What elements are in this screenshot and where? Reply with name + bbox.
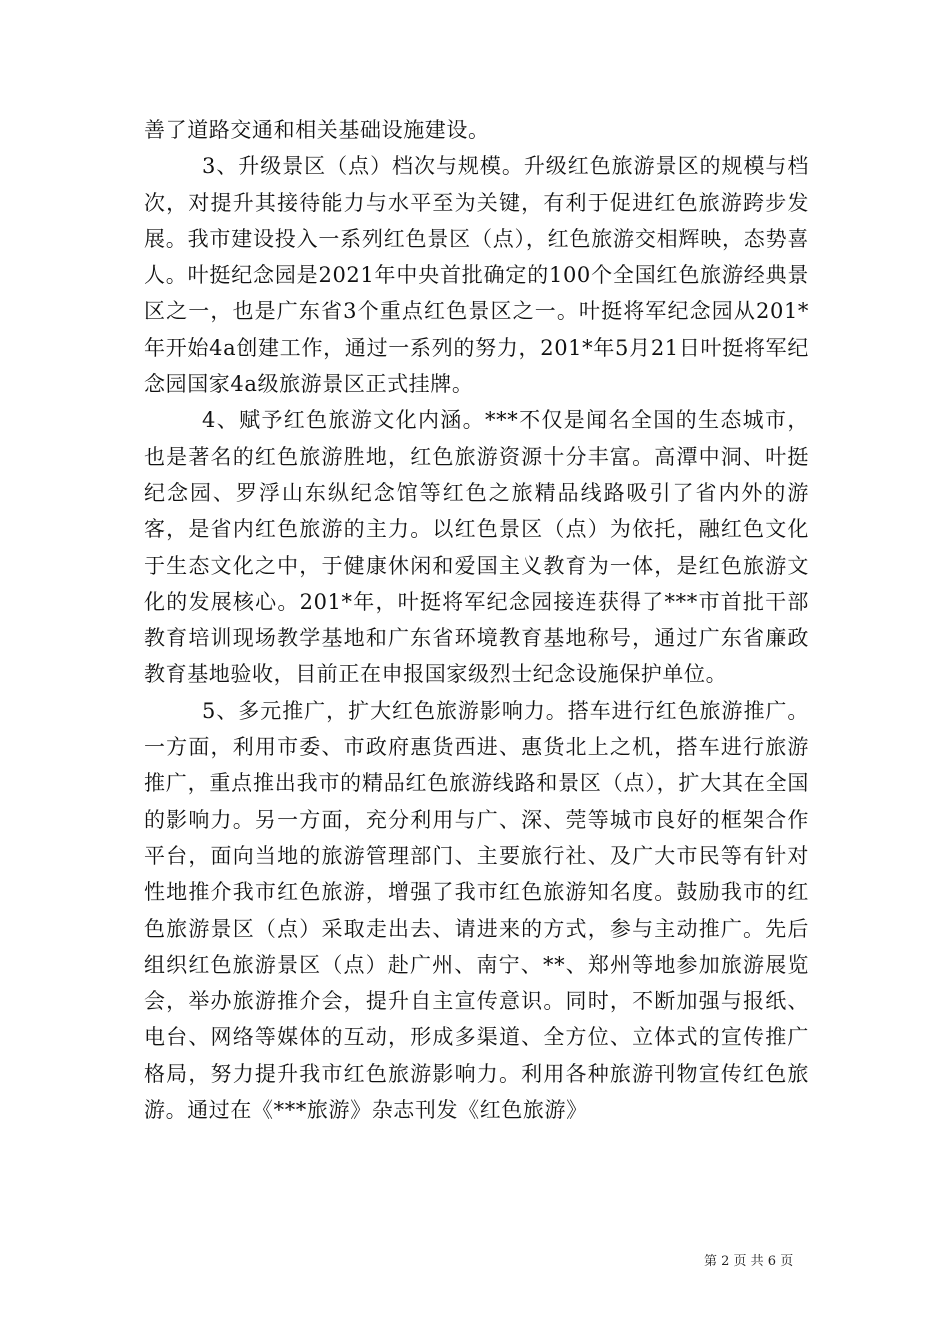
paragraph-3: 3、升级景区（点）档次与规模。升级红色旅游景区的规模与档次，对提升其接待能力与水平至为关键，有利于促进红色旅游跨步发展。我市建设投入一系列红色景区（点），红色旅游交相辉映，态势喜人。叶挺纪念园是2021年中央首批确定的100个全国红色旅游经典景区之一，也是广东省3个重点红色景区之一。叶挺将军纪念园从201*年开始4a创建工作，通过一系列的努力，201*年5月21日叶挺将军纪念园国家4a级旅游景区正式挂牌。 — [144, 154, 809, 397]
page-number-footer: 第 2 页 共 6 页 — [704, 1254, 794, 1269]
paragraph-4: 4、赋予红色旅游文化内涵。***不仅是闻名全国的生态城市，也是著名的红色旅游胜地，红色旅游资源十分丰富。高潭中洞、叶挺纪念园、罗浮山东纵纪念馆等红色之旅精品线路吸引了省内外的游客，是省内红色旅游的主力。以红色景区（点）为依托，融红色文化于生态文化之中，于健康休闲和爱国主义教育为一体，是红色旅游文化的发展核心。201*年，叶挺将军纪念园接连获得了***市首批干部教育培训现场教学基地和广东省环境教育基地称号，通过广东省廉政教育基地验收，目前正在申报国家级烈士纪念设施保护单位。 — [144, 408, 809, 687]
paragraph-5: 5、多元推广，扩大红色旅游影响力。搭车进行红色旅游推广。一方面，利用市委、市政府惠货西进、惠货北上之机，搭车进行旅游推广，重点推出我市的精品红色旅游线路和景区（点），扩大其在全国的影响力。另一方面，充分利用与广、深、莞等城市良好的框架合作平台，面向当地的旅游管理部门、主要旅行社、及广大市民等有针对性地推介我市红色旅游，增强了我市红色旅游知名度。鼓励我市的红色旅游景区（点）采取走出去、请进来的方式，参与主动推广。先后组织红色旅游景区（点）赴广州、南宁、**、郑州等地参加旅游展览会，举办旅游推介会，提升自主宣传意识。同时，不断加强与报纸、电台、网络等媒体的互动，形成多渠道、全方位、立体式的宣传推广格局，努力提升我市红色旅游影响力。利用各种旅游刊物宣传红色旅游。通过在《***旅游》杂志刊发《红色旅游》 — [144, 698, 809, 1123]
paragraph-continuation: 善了道路交通和相关基础设施建设。 — [144, 118, 490, 142]
document-body — [144, 112, 809, 1128]
